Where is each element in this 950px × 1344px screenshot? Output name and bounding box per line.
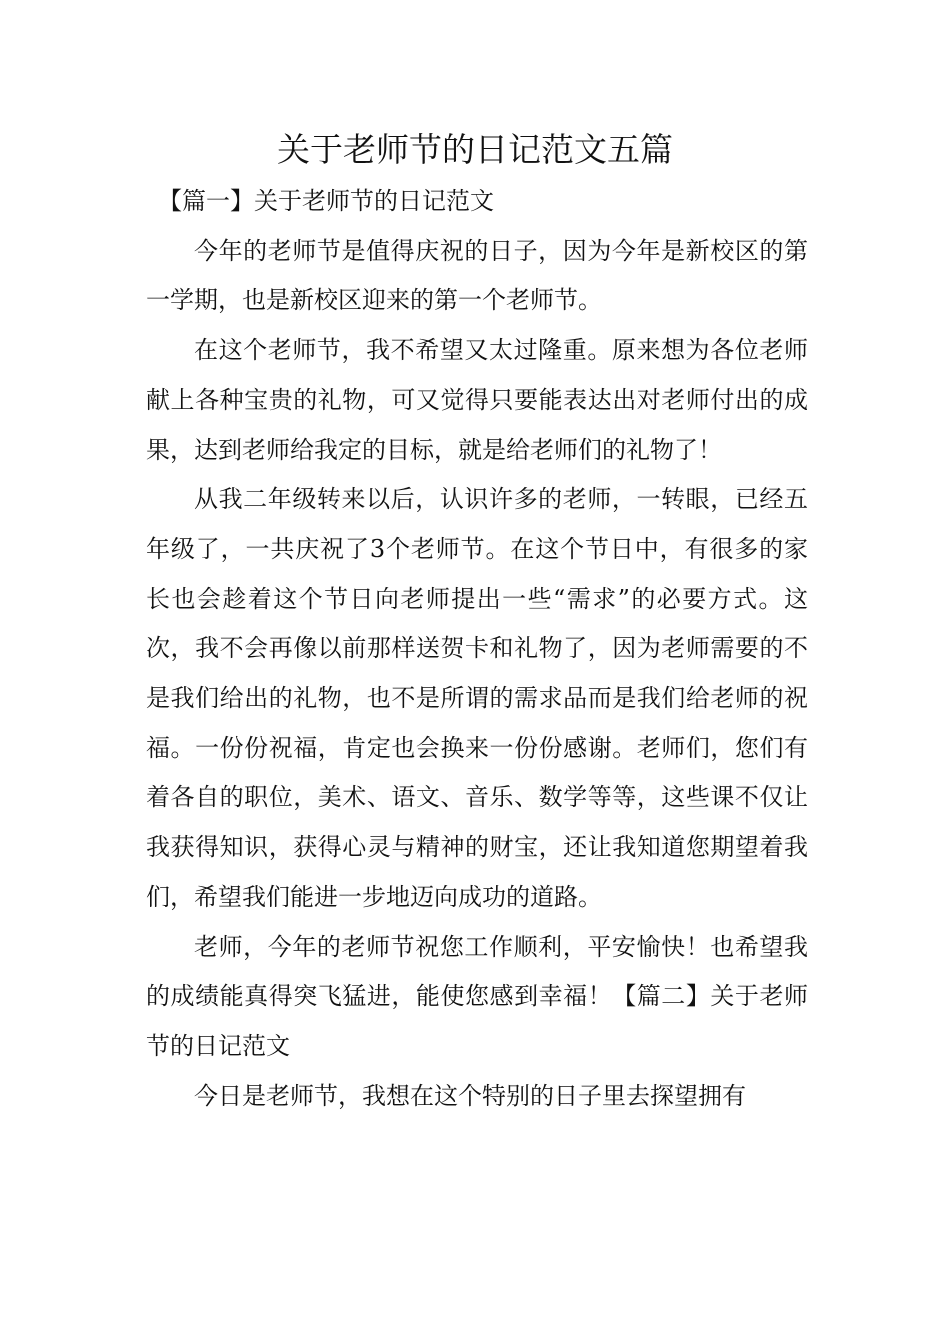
section-heading: 【篇一】关于老师节的日记范文	[158, 187, 494, 215]
document-title: 关于老师节的日记范文五篇	[277, 130, 673, 169]
paragraph: 今年的老师节是值得庆祝的日子，因为今年是新校区的第一学期，也是新校区迎来的第一个老师节。	[146, 236, 808, 315]
paragraph: 从我二年级转来以后，认识许多的老师，一转眼，已经五年级了，一共庆祝了3个老师节。在这个节日中，有很多的家长也会趁着这个节日向老师提出一些“需求”的必要方式。这次，我不会再像以前那样送贺卡和礼物了，因为老师需要的不是我们给出的礼物，也不是所谓的需求品而是我们给老师的祝福。一份份祝福，肯定也会换来一份份感谢。老师们，您们有着各自的职位，美术、语文、音乐、数学等等，这些课不仅让我获得知识，获得心灵与精神的财宝，还让我知道您期望着我们，希望我们能进一步地迈向成功的道路。	[146, 485, 808, 911]
paragraph: 今日是老师节，我想在这个特别的日子里去探望拥有	[194, 1081, 746, 1110]
document-body	[146, 177, 808, 1121]
paragraph: 在这个老师节，我不希望又太过隆重。原来想为各位老师献上各种宝贵的礼物，可又觉得只要能表达出对老师付出的成果，达到老师给我定的目标，就是给老师们的礼物了！	[146, 336, 808, 464]
paragraph: 老师，今年的老师节祝您工作顺利，平安愉快！也希望我的成绩能真得突飞猛进，能使您感到幸福！【篇二】关于老师节的日记范文	[146, 932, 808, 1060]
